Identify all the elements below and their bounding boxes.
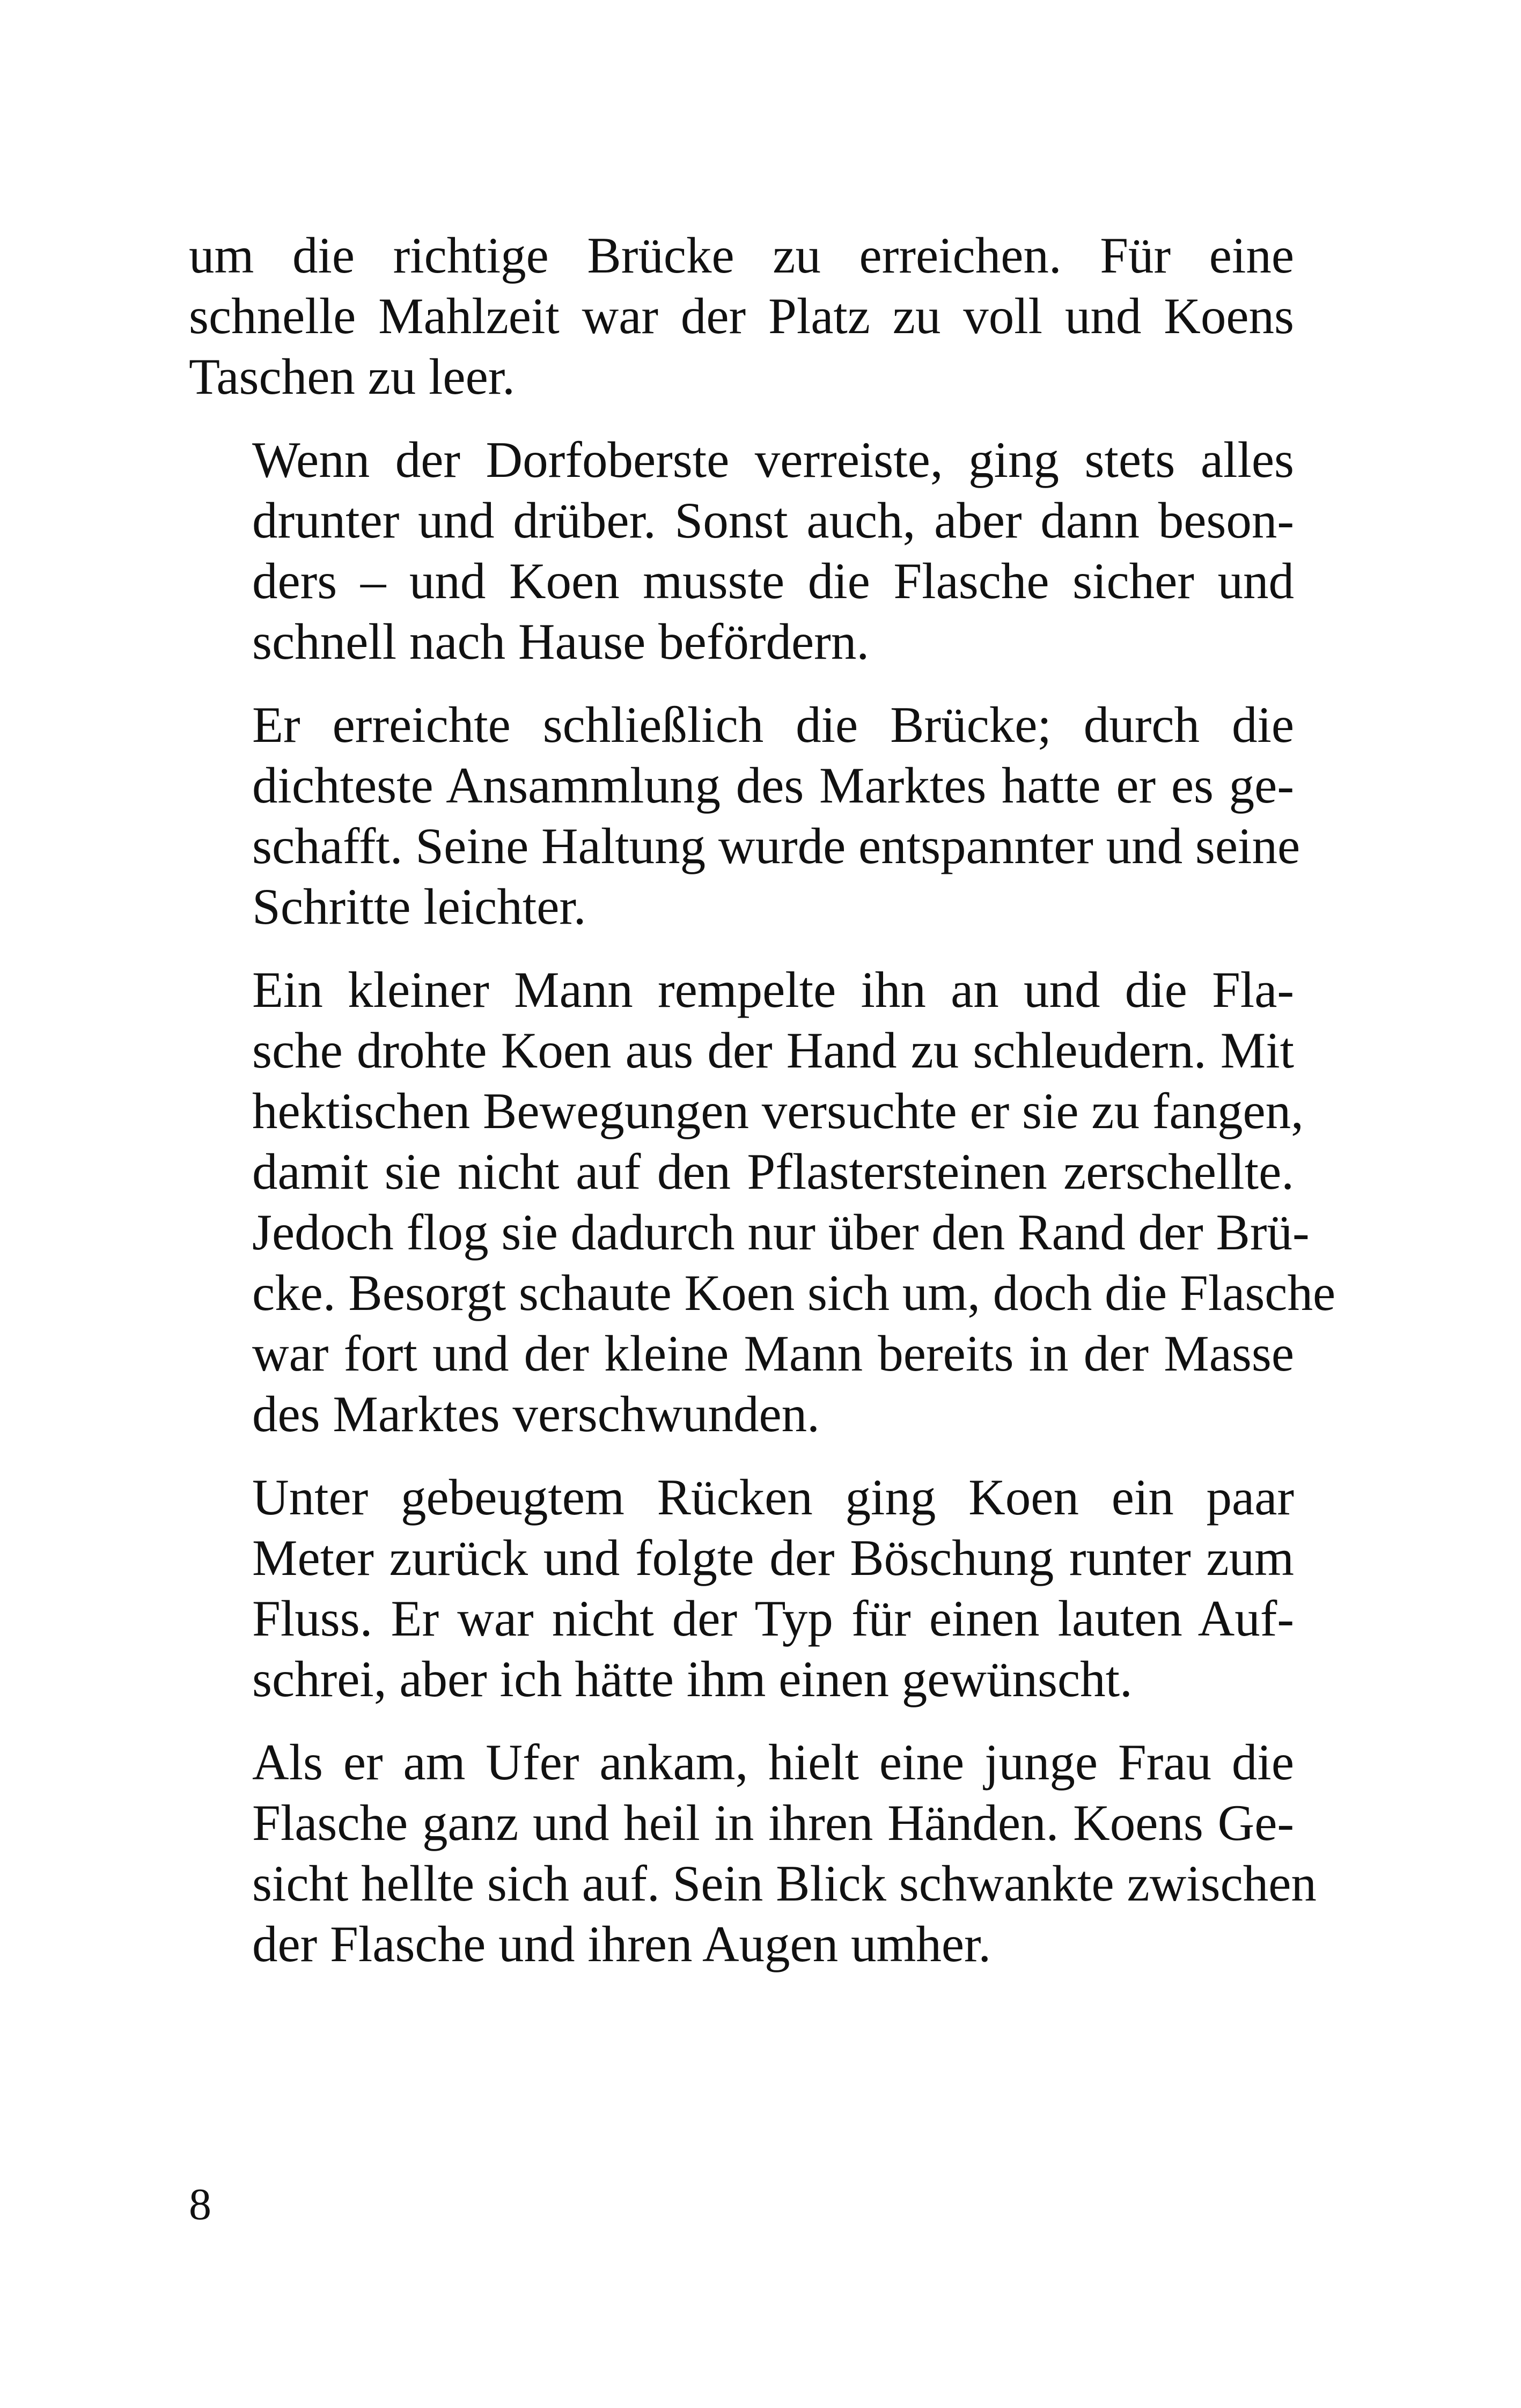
text-line: um die richtige Brücke zu erreichen. Für eine: [189, 227, 1294, 284]
text-line: Fluss. Er war nicht der Typ für einen lauten Auf-: [252, 1590, 1294, 1647]
page-number: 8: [189, 2179, 211, 2229]
paragraph-6: [189, 1732, 1317, 1975]
text-line: drunter und drüber. Sonst auch, aber dann beson-: [252, 492, 1294, 549]
text-line: sicht hellte sich auf. Sein Blick schwankte zwischen: [252, 1855, 1317, 1912]
text-line: Schritte leichter.: [252, 878, 586, 935]
text-line: hektischen Bewegungen versuchte er sie zu fangen,: [252, 1083, 1304, 1139]
text-line: Unter gebeugtem Rücken ging Koen ein paar: [252, 1469, 1294, 1526]
text-line: war fort und der kleine Mann bereits in der Masse: [252, 1325, 1294, 1382]
text-line: des Marktes verschwunden.: [252, 1386, 820, 1442]
text-line: Er erreichte schließlich die Brücke; durch die: [252, 696, 1294, 753]
text-line: schnelle Mahlzeit war der Platz zu voll und Koens: [189, 288, 1294, 344]
text-line: Taschen zu leer.: [189, 348, 515, 405]
body-text: [189, 225, 1336, 1997]
text-line: schnell nach Hause befördern.: [252, 613, 870, 670]
paragraph-2: [189, 430, 1294, 672]
paragraph-3: [189, 695, 1300, 937]
paragraph-4: [189, 960, 1336, 1445]
text-line: Wenn der Dorfoberste verreiste, ging stets alles: [252, 431, 1294, 488]
text-line: Als er am Ufer ankam, hielt eine junge Frau die: [252, 1734, 1294, 1791]
text-line: Jedoch flog sie dadurch nur über den Rand der Brü-: [252, 1204, 1310, 1261]
text-line: der Flasche und ihren Augen umher.: [252, 1916, 991, 1972]
text-line: sche drohte Koen aus der Hand zu schleudern. Mit: [252, 1022, 1294, 1079]
text-line: Flasche ganz und heil in ihren Händen. Koens Ge-: [252, 1794, 1294, 1851]
text-line: ders – und Koen musste die Flasche sicher und: [252, 553, 1294, 609]
paragraph-1: [189, 225, 1294, 407]
paragraph-5: [189, 1467, 1294, 1710]
text-line: damit sie nicht auf den Pflastersteinen zerschellte.: [252, 1143, 1294, 1200]
text-line: schrei, aber ich hätte ihm einen gewünscht.: [252, 1651, 1133, 1707]
text-line: dichteste Ansammlung des Marktes hatte er es ge-: [252, 757, 1294, 814]
text-line: cke. Besorgt schaute Koen sich um, doch die Flasche: [252, 1264, 1336, 1321]
text-line: Ein kleiner Mann rempelte ihn an und die Fla-: [252, 961, 1294, 1018]
text-line: Meter zurück und folgte der Böschung runter zum: [252, 1529, 1294, 1586]
text-line: schafft. Seine Haltung wurde entspannter und seine: [252, 818, 1300, 874]
